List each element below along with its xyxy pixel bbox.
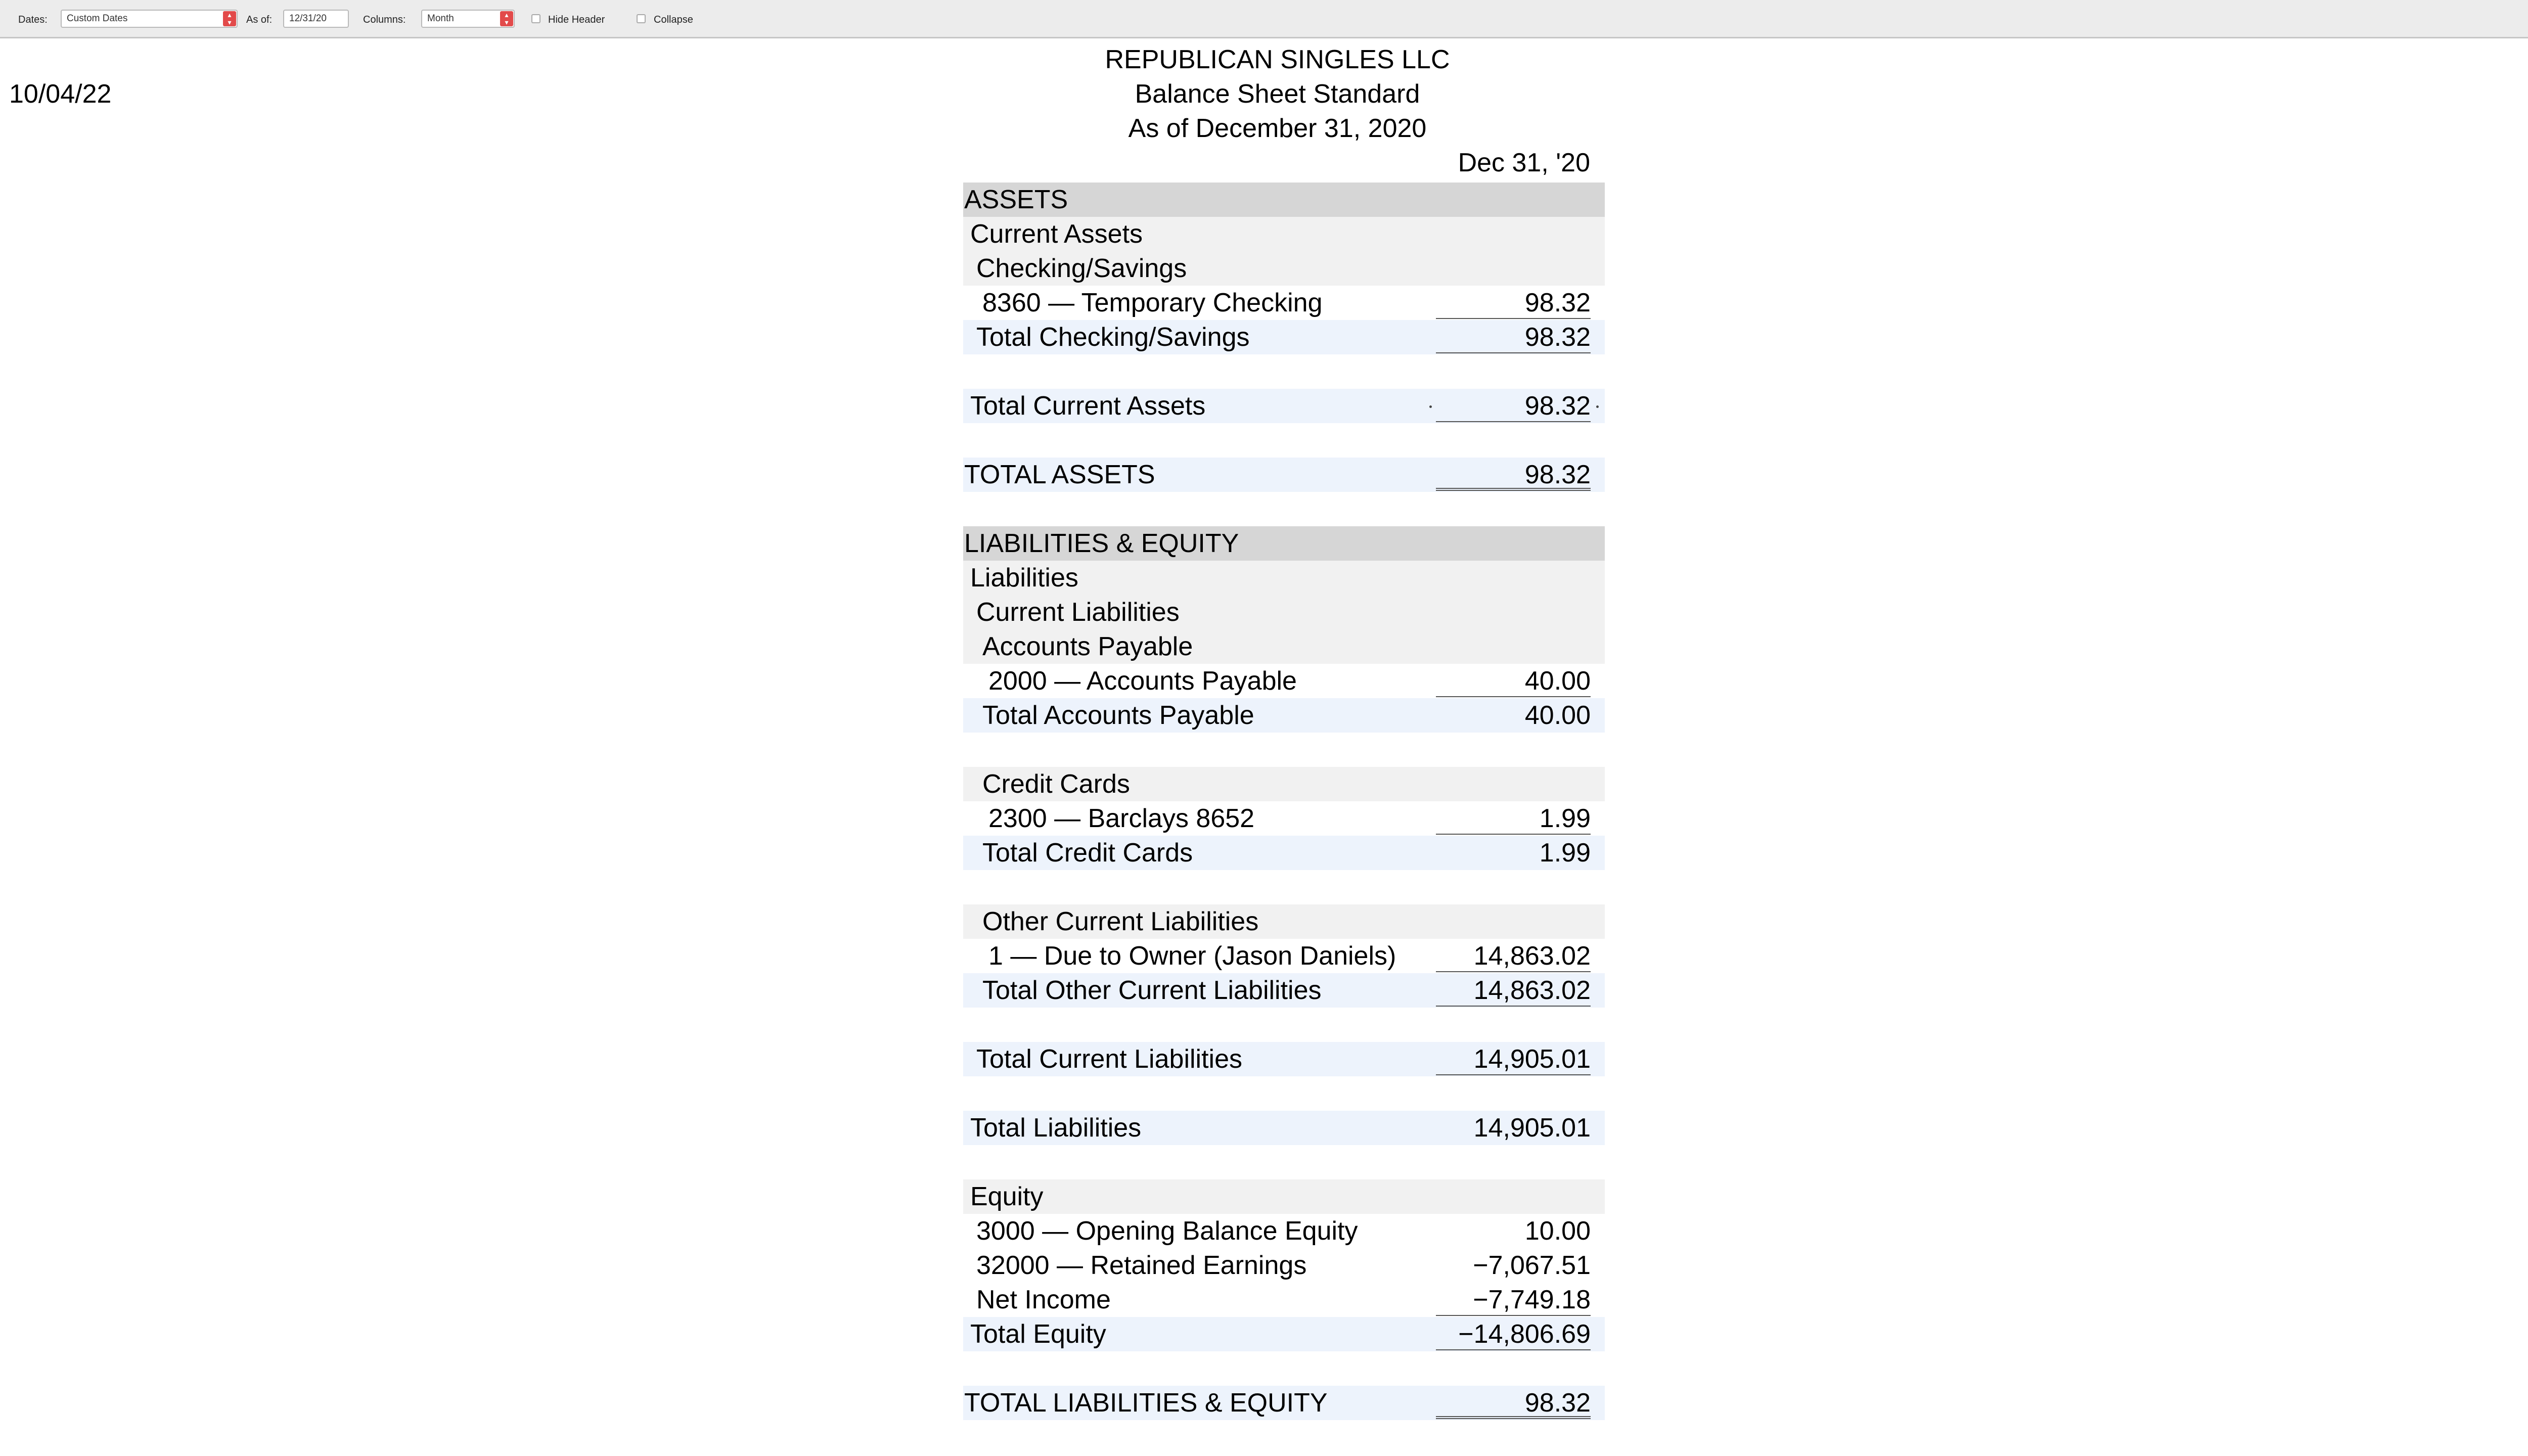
spacer-row [963,423,1605,458]
row-label: 3000 — Opening Balance Equity [976,1216,1358,1246]
total-row[interactable] [963,320,1605,354]
row-amount: 98.32 [1524,391,1591,421]
row-label: LIABILITIES & EQUITY [964,529,1239,558]
balance-sheet-table [963,183,1605,1420]
group-header-row[interactable] [963,767,1605,801]
row-amount: 14,905.01 [1473,1113,1591,1143]
dates-select-arrow-icon[interactable]: ▴ ▾ [223,11,236,26]
row-amount: 98.32 [1524,323,1591,352]
section-row[interactable] [963,183,1605,217]
columns-label: Columns: [363,14,406,25]
account-row[interactable] [963,664,1605,698]
row-label: ASSETS [964,185,1068,214]
group-header-row[interactable] [963,217,1605,251]
row-amount: −14,806.69 [1458,1320,1591,1349]
as-of-label: As of: [246,14,273,25]
total-row[interactable] [963,836,1605,870]
single-underline [1436,1074,1591,1075]
group-header-row[interactable] [963,1179,1605,1214]
row-label: Total Liabilities [970,1113,1142,1143]
row-label: Total Other Current Liabilities [982,976,1322,1005]
row-label: Total Checking/Savings [976,323,1250,352]
spacer-row [963,1076,1605,1111]
spacer-row [963,1008,1605,1042]
row-label: Current Assets [970,219,1143,249]
row-label: 2300 — Barclays 8652 [988,804,1255,833]
double-underline [1436,488,1591,491]
total-row[interactable] [963,1386,1605,1420]
report-header [961,42,1594,146]
row-label: 1 — Due to Owner (Jason Daniels) [988,941,1396,971]
total-row[interactable] [963,973,1605,1008]
selection-marker-left [1429,405,1432,408]
row-label: 8360 — Temporary Checking [982,288,1323,317]
single-underline [1436,352,1591,353]
row-label: Total Current Liabilities [976,1044,1243,1074]
print-date: 10/04/22 [9,79,112,109]
group-header-row[interactable] [963,904,1605,939]
row-amount: 98.32 [1524,460,1591,489]
single-underline [1436,1349,1591,1350]
row-label: Accounts Payable [982,632,1193,661]
as-of-date-value: 12/31/20 [289,13,327,24]
total-row[interactable] [963,1111,1605,1145]
total-row[interactable] [963,698,1605,733]
row-label: Net Income [976,1285,1111,1314]
spacer-row [963,733,1605,767]
row-label: Checking/Savings [976,254,1187,283]
row-label: Credit Cards [982,769,1130,799]
row-label: Other Current Liabilities [982,907,1259,936]
row-label: Current Liabilities [976,598,1180,627]
account-row[interactable] [963,1283,1605,1317]
column-header-date: Dec 31, '20 [1458,148,1590,177]
hide-header-checkbox[interactable] [531,14,540,23]
account-row[interactable] [963,286,1605,320]
account-row[interactable] [963,1248,1605,1283]
hide-header-label[interactable]: Hide Header [548,14,605,25]
spacer-row [963,1145,1605,1179]
row-amount: 40.00 [1524,701,1591,730]
row-amount: 98.32 [1524,288,1591,317]
double-underline [1436,1416,1591,1419]
single-underline [1436,421,1591,422]
as-of-date-input[interactable] [283,10,349,28]
row-amount: 10.00 [1524,1216,1591,1246]
company-name: REPUBLICAN SINGLES LLC [1105,45,1450,74]
account-row[interactable] [963,801,1605,836]
row-label: Liabilities [970,563,1078,593]
row-label: TOTAL ASSETS [964,460,1155,489]
columns-select[interactable] [421,10,515,28]
group-header-row[interactable] [963,629,1605,664]
single-underline [1436,1006,1591,1007]
row-amount: 40.00 [1524,666,1591,696]
single-underline [1436,834,1591,835]
row-amount: 14,863.02 [1473,976,1591,1005]
collapse-checkbox[interactable] [637,14,646,23]
dates-label: Dates: [18,14,48,25]
row-label: Equity [970,1182,1044,1211]
total-row[interactable] [963,458,1605,492]
row-amount: −7,067.51 [1473,1251,1591,1280]
account-row[interactable] [963,939,1605,973]
report-period: As of December 31, 2020 [1128,114,1427,143]
columns-select-arrow-icon[interactable]: ▴ ▾ [500,11,513,26]
single-underline [1436,1315,1591,1316]
row-label: Total Accounts Payable [982,701,1254,730]
columns-select-value: Month [427,13,454,24]
total-row[interactable] [963,389,1605,423]
report-title: Balance Sheet Standard [1135,79,1420,109]
row-label: Total Credit Cards [982,838,1193,868]
section-row[interactable] [963,526,1605,561]
row-label: TOTAL LIABILITIES & EQUITY [964,1388,1328,1418]
single-underline [1436,318,1591,319]
row-amount: 1.99 [1539,838,1591,868]
row-amount: 14,905.01 [1473,1044,1591,1074]
spacer-row [963,492,1605,526]
dates-select[interactable] [61,10,238,28]
row-amount: 1.99 [1539,804,1591,833]
group-header-row[interactable] [963,595,1605,629]
report-toolbar [0,0,2528,38]
row-label: Total Equity [970,1320,1106,1349]
row-label: Total Current Assets [970,391,1206,421]
total-row[interactable] [963,1317,1605,1351]
group-header-row[interactable] [963,251,1605,286]
row-amount: −7,749.18 [1473,1285,1591,1314]
spacer-row [963,870,1605,904]
spacer-row [963,354,1605,389]
total-row[interactable] [963,1042,1605,1076]
row-label: 2000 — Accounts Payable [988,666,1297,696]
selection-marker-right [1596,405,1599,408]
row-amount: 98.32 [1524,1388,1591,1418]
collapse-label[interactable]: Collapse [654,14,693,25]
single-underline [1436,696,1591,697]
dates-select-value: Custom Dates [67,13,128,24]
row-label: 32000 — Retained Earnings [976,1251,1307,1280]
group-header-row[interactable] [963,561,1605,595]
row-amount: 14,863.02 [1473,941,1591,971]
account-row[interactable] [963,1214,1605,1248]
single-underline [1436,971,1591,972]
spacer-row [963,1351,1605,1386]
